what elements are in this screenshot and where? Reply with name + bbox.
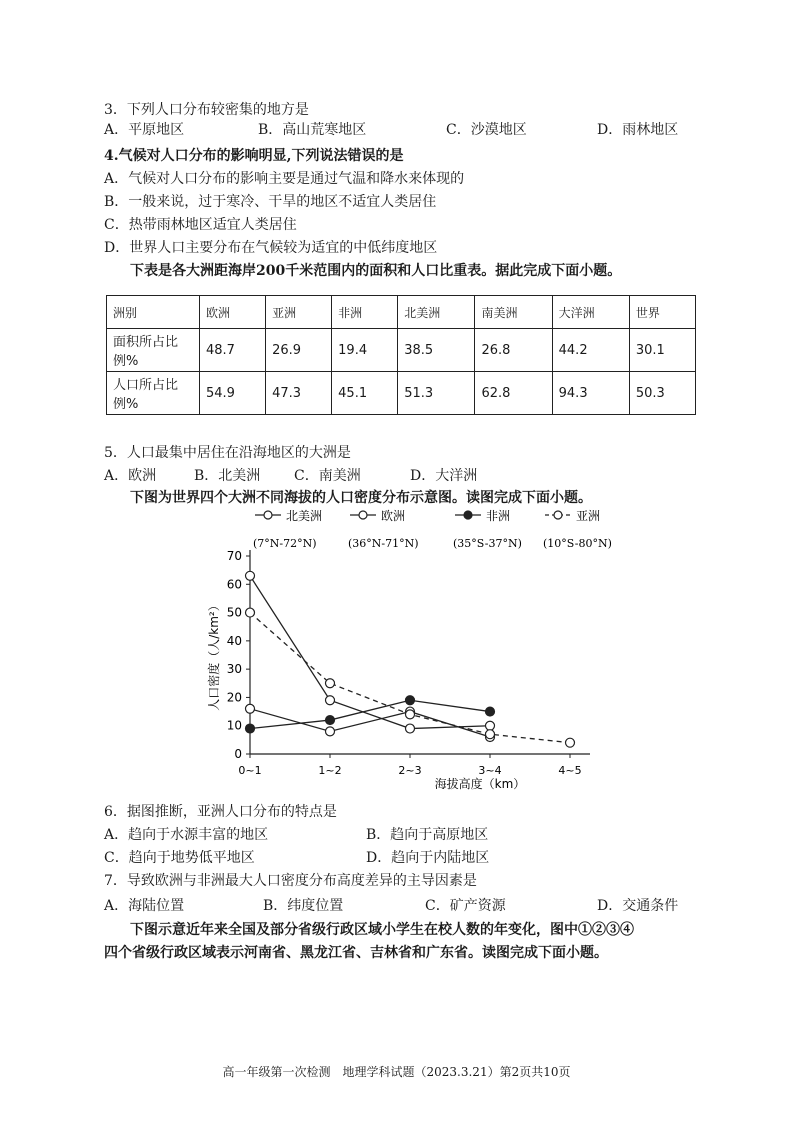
table-header-cell: 北美洲 xyxy=(398,296,475,329)
x-tick-label: 0~1 xyxy=(238,764,262,777)
data-point xyxy=(326,727,335,736)
data-point xyxy=(406,710,415,719)
legend-marker xyxy=(264,511,272,519)
table-cell: 19.4 xyxy=(332,329,398,372)
q7-option-c: C．矿产资源 xyxy=(425,898,506,914)
table-header-cell: 欧洲 xyxy=(200,296,266,329)
table-cell: 47.3 xyxy=(266,372,332,415)
table-row-label: 面积所占比例% xyxy=(107,329,200,372)
y-tick-label: 50 xyxy=(226,605,242,620)
data-point xyxy=(246,608,255,617)
table-cell: 50.3 xyxy=(629,372,695,415)
data-point xyxy=(326,716,335,725)
table-cell: 26.8 xyxy=(475,329,552,372)
legend-range: (36°N-71°N) xyxy=(348,537,419,550)
q7-option-d: D．交通条件 xyxy=(597,898,679,914)
table-cell: 44.2 xyxy=(552,329,629,372)
y-tick-label: 40 xyxy=(226,633,242,648)
data-point xyxy=(246,704,255,713)
y-tick-label: 0 xyxy=(234,747,242,761)
data-point xyxy=(326,679,335,688)
q4-option-a: A．气候对人口分布的影响主要是通过气温和降水来体现的 xyxy=(104,171,465,187)
y-tick-label: 10 xyxy=(226,718,242,733)
legend-marker xyxy=(359,511,367,519)
legend-label: 欧洲 xyxy=(381,509,406,523)
table-header-cell: 非洲 xyxy=(332,296,398,329)
q4-option-c: C．热带雨林地区适宜人类居住 xyxy=(104,217,297,233)
table-row xyxy=(107,372,696,415)
y-tick-label: 20 xyxy=(226,690,242,705)
q5-option-c: C．南美洲 xyxy=(294,468,361,484)
data-point xyxy=(486,730,495,739)
page-footer: 高一年级第一次检测 地理学科试题（2023.3.21）第2页共10页 xyxy=(222,1065,571,1079)
data-point xyxy=(326,696,335,705)
table-intro: 下表是各大洲距海岸200千米范围内的面积和人口比重表。据此完成下面小题。 xyxy=(130,263,622,279)
table-row xyxy=(107,329,696,372)
table-cell: 38.5 xyxy=(398,329,475,372)
q6-option-a: A．趋向于水源丰富的地区 xyxy=(104,827,269,843)
data-table xyxy=(106,295,696,415)
q7-option-a: A．海陆位置 xyxy=(104,898,185,914)
x-tick-label: 1~2 xyxy=(318,764,342,777)
q7-stem: 7．导致欧洲与非洲最大人口密度分布高度差异的主导因素是 xyxy=(104,873,477,889)
legend-marker xyxy=(554,511,562,519)
table-header-cell: 洲别 xyxy=(107,296,200,329)
legend-range: (35°S-37°N) xyxy=(453,537,522,550)
table-cell: 26.9 xyxy=(266,329,332,372)
y-tick-label: 60 xyxy=(226,577,242,592)
table-header-cell: 亚洲 xyxy=(266,296,332,329)
chart-intro: 下图为世界四个大洲不同海拔的人口密度分布示意图。读图完成下面小题。 xyxy=(130,490,592,506)
legend-label: 北美洲 xyxy=(286,509,323,523)
data-point xyxy=(566,738,575,747)
final-intro-line-1: 下图示意近年来全国及部分省级行政区域小学生在校人数的年变化，图中①②③④ xyxy=(130,922,634,938)
population-density-chart xyxy=(200,505,612,795)
data-point xyxy=(246,724,255,733)
table-cell: 54.9 xyxy=(200,372,266,415)
y-tick-label: 30 xyxy=(226,662,242,677)
final-intro-line-2: 四个省级行政区域表示河南省、黑龙江省、吉林省和广东省。读图完成下面小题。 xyxy=(104,945,608,961)
table-header-cell: 世界 xyxy=(629,296,695,329)
table-cell: 62.8 xyxy=(475,372,552,415)
q4-stem: 4.气候对人口分布的影响明显,下列说法错误的是 xyxy=(104,148,404,164)
legend-label: 亚洲 xyxy=(576,509,601,523)
data-point xyxy=(486,721,495,730)
q5-option-a: A．欧洲 xyxy=(104,468,157,484)
q3-option-b: B．高山荒寒地区 xyxy=(258,122,367,138)
series-line-欧洲 xyxy=(250,576,490,729)
y-axis-label: 人口密度（人/km²） xyxy=(207,599,221,711)
q3-option-a: A．平原地区 xyxy=(104,122,185,138)
x-tick-label: 4~5 xyxy=(558,764,582,777)
q4-option-d: D．世界人口主要分布在气候较为适宜的中低纬度地区 xyxy=(104,240,438,256)
q5-option-d: D．大洋洲 xyxy=(410,468,478,484)
q7-option-b: B．纬度位置 xyxy=(263,898,344,914)
data-point xyxy=(246,571,255,580)
q6-option-b: B．趋向于高原地区 xyxy=(366,827,489,843)
q6-option-d: D．趋向于内陆地区 xyxy=(366,850,490,866)
data-point xyxy=(406,724,415,733)
table-cell: 51.3 xyxy=(398,372,475,415)
data-point xyxy=(406,696,415,705)
legend-label: 非洲 xyxy=(486,509,511,523)
table-header-cell: 南美洲 xyxy=(475,296,552,329)
table-header-cell: 大洋洲 xyxy=(552,296,629,329)
table-row-label: 人口所占比例% xyxy=(107,372,200,415)
q6-option-c: C．趋向于地势低平地区 xyxy=(104,850,255,866)
q3-option-c: C．沙漠地区 xyxy=(446,122,527,138)
legend-range: (10°S-80°N) xyxy=(543,537,612,550)
q5-option-b: B．北美洲 xyxy=(194,468,261,484)
table-cell: 45.1 xyxy=(332,372,398,415)
q5-stem: 5．人口最集中居住在沿海地区的大洲是 xyxy=(104,445,351,461)
table-cell: 48.7 xyxy=(200,329,266,372)
q3-stem: 3．下列人口分布较密集的地方是 xyxy=(104,102,309,118)
table-header-row xyxy=(107,296,696,329)
legend-range: (7°N-72°N) xyxy=(253,537,317,550)
x-axis-label: 海拔高度（km） xyxy=(434,777,526,791)
x-tick-label: 2~3 xyxy=(398,764,422,777)
q3-option-d: D．雨林地区 xyxy=(597,122,679,138)
q6-stem: 6．据图推断，亚洲人口分布的特点是 xyxy=(104,804,337,820)
x-tick-label: 3~4 xyxy=(478,764,502,777)
y-tick-label: 70 xyxy=(226,549,242,563)
data-point xyxy=(486,707,495,716)
series-line-北美洲 xyxy=(250,709,490,737)
q4-option-b: B．一般来说，过于寒冷、干旱的地区不适宜人类居住 xyxy=(104,194,437,210)
table-cell: 30.1 xyxy=(629,329,695,372)
legend-marker xyxy=(464,511,472,519)
table-cell: 94.3 xyxy=(552,372,629,415)
